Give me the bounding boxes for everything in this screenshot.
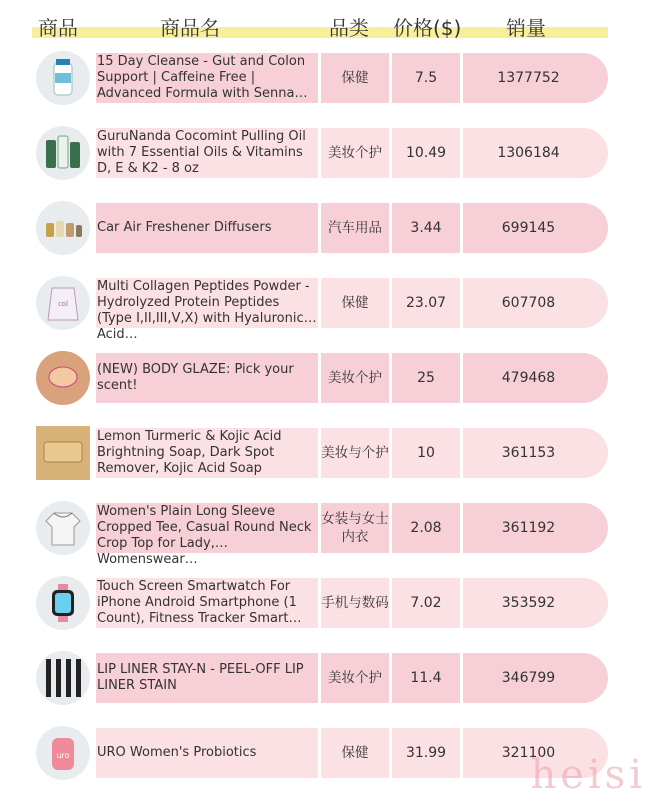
product-price: 23.07 [405,295,447,311]
svg-text:uro: uro [56,751,70,760]
product-name-cell [96,503,318,567]
product-sales: 353592 [501,595,556,611]
product-name-cell [96,128,318,178]
header-category: 品类 [329,16,369,40]
product-price-cell [392,353,460,403]
product-name: URO Women's Probiotics [97,745,257,760]
table-row [32,118,608,188]
crop-top-icon [36,501,90,555]
product-price-cell [392,728,460,778]
soap-bar-icon [36,426,90,480]
table-row [32,718,608,788]
header-sales: 销量 [506,16,546,40]
product-category: 美妆个护 [328,145,382,161]
collagen-pouch-icon [36,276,90,330]
product-price: 2.08 [410,520,442,536]
product-sales-cell [463,578,608,628]
product-sales: 321100 [501,745,556,761]
product-sales-cell [463,203,608,253]
supplement-bottle-icon [36,51,90,105]
smartwatch-icon [36,576,90,630]
product-category-cell [321,728,389,778]
product-category: 汽车用品 [328,220,382,236]
product-name-cell [96,278,318,342]
product-price: 31.99 [405,745,447,761]
watermark: heisi [530,752,646,798]
product-price-cell [392,278,460,328]
product-price: 11.4 [410,670,442,686]
product-sales: 361153 [501,445,556,461]
body-glaze-jar-icon [36,351,90,405]
product-sales: 607708 [501,295,556,311]
product-price: 10 [417,445,435,461]
product-name-cell [96,353,318,403]
product-name-cell [96,653,318,703]
product-price: 25 [417,370,435,386]
table-row [32,568,608,638]
product-price-cell [392,503,460,553]
svg-text:col: col [57,300,69,308]
product-category-cell [321,653,389,703]
product-name: (NEW) BODY GLAZE: Pick your scent! [97,362,294,393]
product-name-cell [96,578,318,628]
product-category: 保健 [341,745,369,761]
product-category: 女装与女士内衣 [321,511,389,545]
product-price-cell [392,128,460,178]
lip-liner-icon [36,651,90,705]
product-name: Touch Screen Smartwatch For iPhone Android Smartphone (1 Count), Fitness Tracker Smart… [97,579,302,626]
product-name: GuruNanda Cocomint Pulling Oil with 7 Essential Oils & Vitamins D, E & K2 - 8 oz [97,129,306,176]
product-sales-cell [463,653,608,703]
product-sales-cell [463,353,608,403]
product-price: 7.5 [414,70,438,86]
product-name-cell [96,428,318,478]
product-category: 保健 [341,70,369,86]
product-price: 10.49 [405,145,447,161]
product-sales: 361192 [501,520,556,536]
product-category: 保健 [341,295,369,311]
table-row [32,343,608,413]
oil-bottle-icon [36,126,90,180]
product-category-cell [321,578,389,628]
header-name: 商品名 [160,16,220,40]
table-row [32,643,608,713]
product-price-cell [392,428,460,478]
product-name-cell [96,53,318,103]
table-row [32,193,608,263]
product-name: LIP LINER STAY-N - PEEL-OFF LIP LINER STAIN [97,662,304,693]
product-price-cell [392,203,460,253]
product-category-cell [321,353,389,403]
product-sales-cell [463,278,608,328]
product-category-cell [321,128,389,178]
product-category: 美妆与个护 [321,445,389,461]
product-sales-cell [463,53,608,103]
product-name: Car Air Freshener Diffusers [97,220,272,235]
product-name: Lemon Turmeric & Kojic Acid Brightning Soap, Dark Spot Remover, Kojic Acid Soap [97,429,282,476]
product-sales: 346799 [501,670,556,686]
product-category-cell [321,203,389,253]
diffuser-icon [36,201,90,255]
table-row [32,493,608,567]
product-category-cell [321,428,389,478]
product-price: 7.02 [410,595,442,611]
product-category: 手机与数码 [321,595,389,611]
product-category-cell [321,53,389,103]
probiotic-bottle-icon [36,726,90,780]
product-name-cell [96,203,318,253]
product-sales-cell [463,128,608,178]
header-image: 商品 [38,16,78,40]
product-name-cell [96,728,318,778]
table-row [32,43,608,113]
product-category: 美妆个护 [328,370,382,386]
product-sales-cell [463,503,608,553]
product-price-cell [392,53,460,103]
table-row [32,418,608,488]
product-sales: 699145 [501,220,556,236]
product-category-cell [321,278,389,328]
product-sales: 1377752 [497,70,560,86]
product-name: 15 Day Cleanse - Gut and Colon Support | Caffeine Free | Advanced Formula with Senna… [97,54,308,101]
product-category-cell [321,503,389,553]
product-sales: 479468 [501,370,556,386]
product-category: 美妆个护 [328,670,382,686]
product-price-cell [392,578,460,628]
product-name: Multi Collagen Peptides Powder - Hydrolyzed Protein Peptides (Type I,II,III,V,X) with Hyaluronic Acid… [97,279,310,342]
product-price-cell [392,653,460,703]
header-price: 价格($) [393,16,462,40]
product-sales-cell [463,428,608,478]
product-name: Women's Plain Long Sleeve Cropped Tee, Casual Round Neck Crop Top for Lady, Womenswear… [97,504,312,567]
product-sales: 1306184 [497,145,560,161]
table-row [32,268,608,342]
product-price: 3.44 [410,220,442,236]
